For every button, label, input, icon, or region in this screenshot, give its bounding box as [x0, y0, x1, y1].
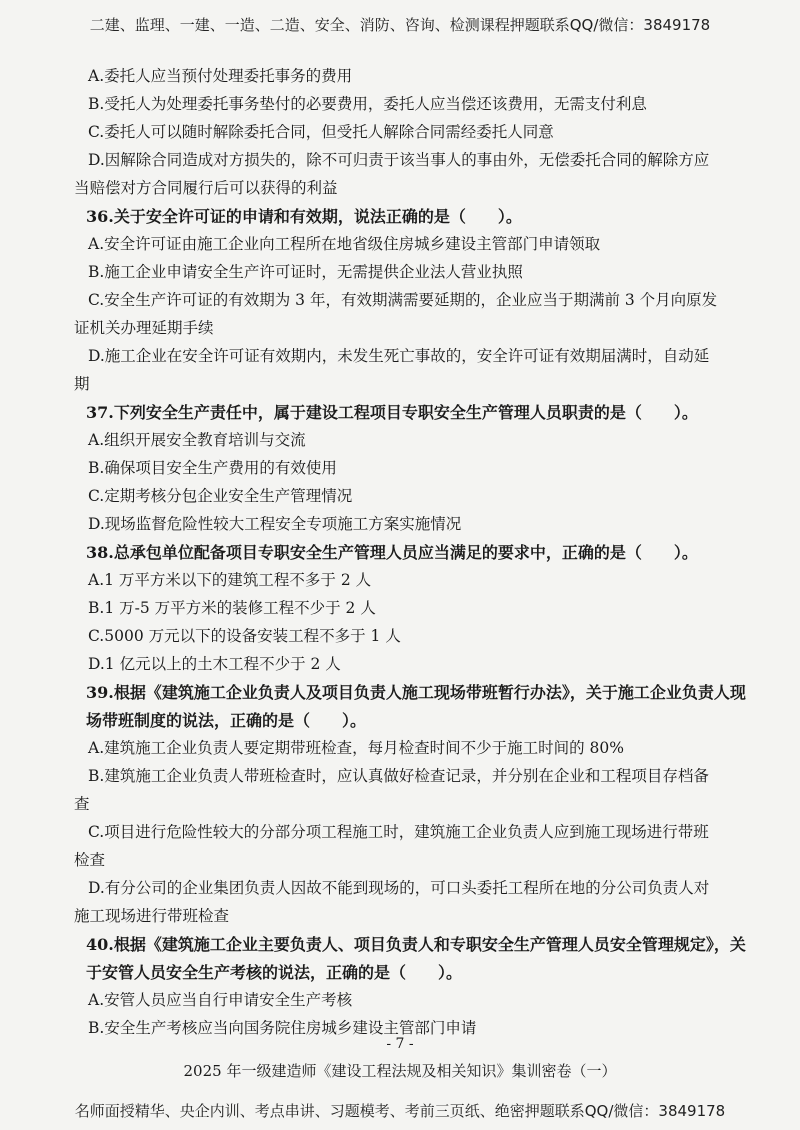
- question-stem: 39.根据《建筑施工企业负责人及项目负责人施工现场带班暂行办法》，关于施工企业负责人现: [86, 683, 746, 702]
- option-continuation: 施工现场进行带班检查: [74, 907, 230, 925]
- answer-option: A.委托人应当预付处理委托事务的费用: [88, 67, 353, 85]
- answer-option: B.建筑施工企业负责人带班检查时，应认真做好检查记录，并分别在企业和工程项目存档备: [88, 767, 709, 785]
- answer-option: B.受托人为处理委托事务垫付的必要费用，委托人应当偿还该费用，无需支付利息: [88, 95, 647, 113]
- question-stem: 于安管人员安全生产考核的说法，正确的是（ ）。: [86, 963, 463, 982]
- answer-option: D.施工企业在安全许可证有效期内，未发生死亡事故的，安全许可证有效期届满时，自动延: [88, 347, 710, 365]
- answer-option: B.确保项目安全生产费用的有效使用: [88, 459, 337, 477]
- answer-option: B.1 万-5 万平方米的装修工程不少于 2 人: [88, 599, 376, 617]
- answer-option: C.委托人可以随时解除委托合同，但受托人解除合同需经委托人同意: [88, 123, 554, 141]
- answer-option: C.定期考核分包企业安全生产管理情况: [88, 487, 353, 505]
- answer-option: A.安管人员应当自行申请安全生产考核: [88, 991, 353, 1009]
- answer-option: D.现场监督危险性较大工程安全专项施工方案实施情况: [88, 515, 462, 533]
- question-stem: 场带班制度的说法，正确的是（ ）。: [86, 711, 367, 730]
- answer-option: D.因解除合同造成对方损失的，除不可归责于该当事人的事由外，无偿委托合同的解除方应: [88, 151, 710, 169]
- header-banner: 二建、监理、一建、一造、二造、安全、消防、咨询、检测课程押题联系QQ/微信：3849178: [89, 16, 711, 34]
- option-continuation: 检查: [74, 851, 106, 869]
- option-continuation: 期: [74, 375, 90, 393]
- option-continuation: 查: [74, 795, 90, 813]
- answer-option: C.安全生产许可证的有效期为 3 年，有效期满需要延期的，企业应当于期满前 3 个月向原发: [88, 291, 718, 309]
- answer-option: A.1 万平方米以下的建筑工程不多于 2 人: [88, 571, 372, 589]
- page-number: - 7 -: [386, 1036, 414, 1052]
- answer-option: A.组织开展安全教育培训与交流: [88, 431, 306, 449]
- footer-title: 2025 年一级建造师《建设工程法规及相关知识》集训密卷（一）: [183, 1062, 617, 1080]
- answer-option: A.建筑施工企业负责人要定期带班检查，每月检查时间不少于施工时间的 80%: [88, 739, 625, 757]
- option-continuation: 当赔偿对方合同履行后可以获得的利益: [74, 179, 338, 197]
- question-stem: 38.总承包单位配备项目专职安全生产管理人员应当满足的要求中，正确的是（ ）。: [86, 543, 698, 562]
- question-stem: 40.根据《建筑施工企业主要负责人、项目负责人和专职安全生产管理人员安全管理规定》，关: [86, 935, 746, 954]
- answer-option: C.5000 万元以下的设备安装工程不多于 1 人: [88, 627, 401, 645]
- footer-banner: 名师面授精华、央企内训、考点串讲、习题模考、考前三页纸、绝密押题联系QQ/微信：3849178: [74, 1102, 726, 1120]
- answer-option: B.施工企业申请安全生产许可证时，无需提供企业法人营业执照: [88, 263, 523, 281]
- answer-option: D.1 亿元以上的土木工程不少于 2 人: [88, 655, 341, 673]
- question-stem: 37.下列安全生产责任中，属于建设工程项目专职安全生产管理人员职责的是（ ）。: [86, 403, 698, 422]
- question-stem: 36.关于安全许可证的申请和有效期，说法正确的是（ ）。: [86, 207, 522, 226]
- answer-option: C.项目进行危险性较大的分部分项工程施工时，建筑施工企业负责人应到施工现场进行带班: [88, 823, 709, 841]
- question-content: [74, 66, 746, 1046]
- option-continuation: 证机关办理延期手续: [74, 319, 214, 337]
- answer-option: A.安全许可证由施工企业向工程所在地省级住房城乡建设主管部门申请领取: [88, 235, 601, 253]
- answer-option: D.有分公司的企业集团负责人因故不能到现场的，可口头委托工程所在地的分公司负责人对: [88, 879, 710, 897]
- answer-option: B.安全生产考核应当向国务院住房城乡建设主管部门申请: [88, 1019, 477, 1037]
